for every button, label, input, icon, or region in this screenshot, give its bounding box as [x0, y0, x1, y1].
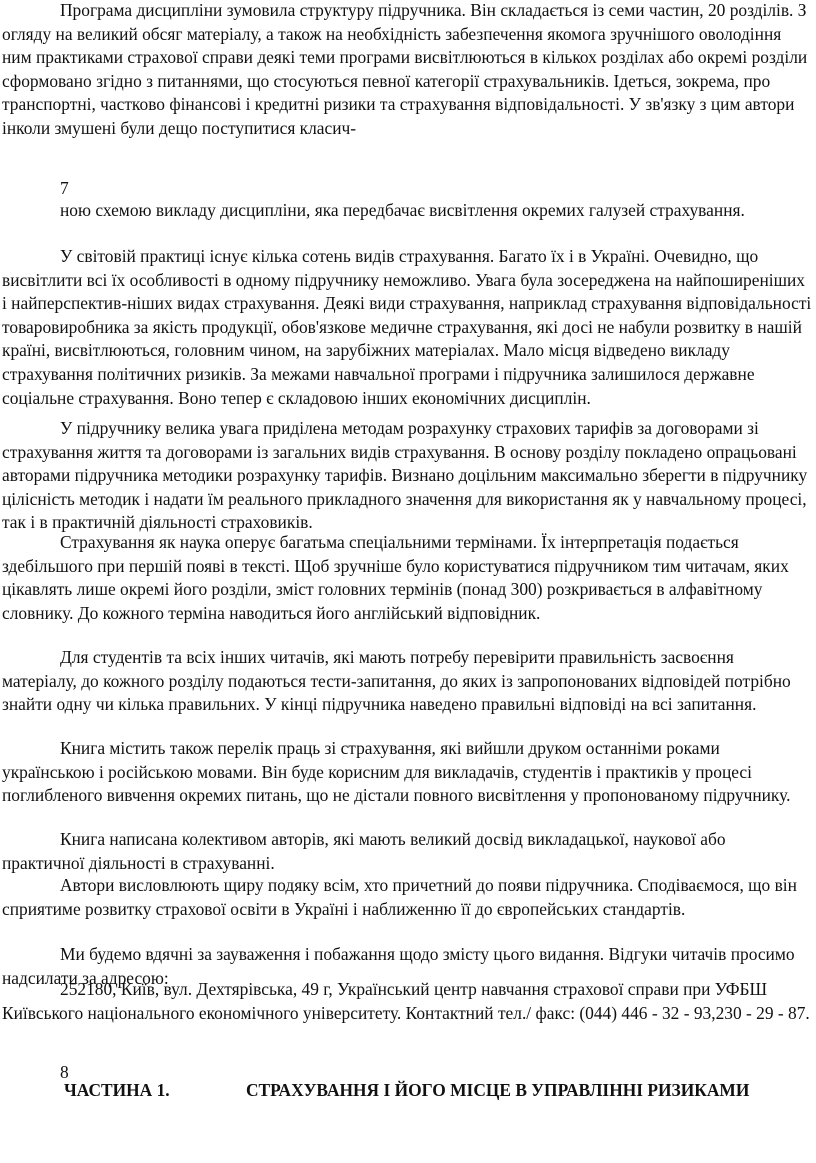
paragraph-terms: Страхування як наука оперує багатьма спеціальними термінами. Їх інтерпретація подається здебільшого при першій появі в тексті. Щоб зручніше було користуватися підручником тим читачам, яких цікавлять лише окремі його розділи, зміст головних термінів (понад 300) розкривається в алфавітному словнику. До кожного терміна наводиться його англійський відповідник.: [2, 532, 789, 623]
paragraph-tests: Для студентів та всіх інших читачів, які мають потребу перевірити правильність засвоєння матеріалу, до кожного розділу подаються тести-запитання, до яких із запропонованих відповідей потрібно знайти одну чи кілька правильних. У кінці підручника наведено правильні відповіді на всі запитання.: [2, 647, 791, 715]
chapter-part-label: ЧАСТИНА 1.: [64, 1080, 170, 1100]
paragraph-literature: Книга містить також перелік праць зі страхування, які вийшли друком останніми роками українською і російською мовами. Він буде корисним для викладачів, студентів і практиків у процесі поглибленого вивчення окремих питань, що не дістали повного висвітлення у пропонованому підручнику.: [2, 738, 791, 806]
paragraph-address: 252180, Київ, вул. Дехтярівська, 49 г, Український центр навчання страхової справи при УФБШ Київського національного економічного університету. Контактний тел./ факс: (044) 446 - 32 - 93,230 - 29 - 87.: [2, 979, 810, 1023]
page-number: 8: [60, 1062, 69, 1082]
paragraph-gratitude: Автори висловлюють щиру подяку всім, хто причетний до появи підручника. Сподіваємося, що він сприятиме розвитку страхової освіти в Україні і наближенню її до європейських стандартів.: [2, 875, 797, 919]
paragraph-feedback: Ми будемо вдячні за зауваження і побажання щодо змісту цього видання. Відгуки читачів просимо надсилати за адресою:: [2, 944, 795, 988]
paragraph-structure: Програма дисципліни зумовила структуру підручника. Він складається із семи частин, 20 розділів. З огляду на великий обсяг матеріалу, а також на необхідність забезпечення якомога зручнішого оволодіння ним практиками страхової справи деякі теми програми висвітлюються в кількох розділах або окремі розділи сформовано згідно з питаннями, що стосуються певної категорії страхувальників. Ідеться, зокрема, про транспортні, частково фінансові і кредитні ризики та страхування відповідальності. У зв'язку з цим автори інколи змушені були дещо поступитися класич-: [2, 0, 808, 138]
paragraph-tariffs: У підручнику велика увага приділена методам розрахунку страхових тарифів за договорами зі страхування життя та договорами із загальних видів страхування. В основу розділу покладено опрацьовані авторами підручника методики розрахунку тарифів. Визнано доцільним максимально зберегти в підручнику цілісність методик і надати їм реального прикладного значення для використання як у навчальному процесі, так і в практичній діяльності страховиків.: [2, 418, 808, 533]
paragraph-world-practice: У світовій практиці існує кілька сотень видів страхування. Багато їх і в Україні. Очевидно, що висвітлити всі їх особливості в одному підручнику неможливо. Увага була зосереджена на найпоширеніших і найперспектив-ніших видах страхування. Деякі види страхування, наприклад страхування відповідальності товаровиробника за якість продукції, обов'язкове медичне страхування, які досі не набули розвитку в нашій країні, висвітлюються, головним чином, на зарубіжних матеріалах. Мало місця відведено викладу страхування політичних ризиків. За межами навчальної програми і підручника залишилося державне соціальне страхування. Воно тепер є складовою інших економічних дисциплін.: [2, 246, 812, 408]
page-number: 7: [60, 178, 69, 198]
paragraph-authors: Книга написана колективом авторів, які мають великий досвід викладацької, наукової або практичної діяльності в страхуванні.: [2, 829, 726, 873]
chapter-heading: [64, 1079, 816, 1103]
chapter-title: СТРАХУВАННЯ І ЙОГО МІСЦЕ В УПРАВЛІННІ РИЗИКАМИ: [246, 1080, 750, 1100]
paragraph-continuation: ною схемою викладу дисципліни, яка передбачає висвітлення окремих галузей страхування.: [60, 200, 745, 220]
